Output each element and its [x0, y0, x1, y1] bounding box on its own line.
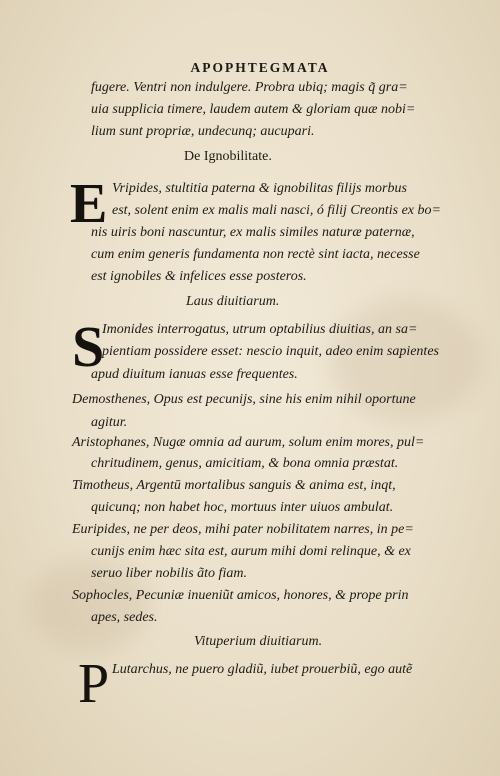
running-head: APOPHTEGMATA	[190, 60, 330, 75]
text-line: pientiam possidere esset: nescio inquit, adeo enim sapientes	[102, 344, 439, 359]
text-line: lium sunt propriæ, undecunq; aucupari.	[91, 124, 315, 139]
text-line: Demosthenes, Opus est pecunijs, sine his enim nihil oportune	[72, 392, 416, 407]
text-line: quicunq; non habet hoc, mortuus inter uiuos ambulat.	[91, 500, 394, 515]
text-line: Imonides interrogatus, utrum optabilius diuitias, an sa=	[102, 322, 418, 337]
text-line: cum enim generis fundamenta non rectè sint iacta, necesse	[91, 247, 420, 262]
text-line: apud diuitum ianuas esse frequentes.	[91, 367, 298, 382]
text-line: Sophocles, Pecuniæ inueniũt amicos, honores, & prope prin	[72, 588, 409, 603]
text-line: est ignobiles & infelices esse posteros.	[91, 269, 307, 284]
text-line: Timotheus, Argentū mortalibus sanguis & anima est, inqt,	[72, 478, 396, 493]
text-line: uia supplicia timere, laudem autem & gloriam quæ nobi=	[91, 102, 416, 117]
text-line: Euripides, ne per deos, mihi pater nobilitatem narres, in pe=	[72, 522, 414, 537]
text-line: nis uiris boni nascuntur, ex malis similes naturæ paternæ,	[91, 225, 415, 240]
text-line: Aristophanes, Nugæ omnia ad aurum, solum enim mores, pul=	[72, 435, 425, 450]
text-line: Lutarchus, ne puero gladiũ, iubet prouerbiũ, ego autẽ	[112, 662, 413, 677]
text-line: Vripides, stultitia paterna & ignobilitas filijs morbus	[112, 181, 407, 196]
section-heading: De Ignobilitate.	[184, 149, 272, 164]
section-heading: Laus diuitiarum.	[186, 294, 280, 309]
text-line: cunijs enim hæc sita est, aurum mihi domi relinque, & ex	[91, 544, 411, 559]
text-line: apes, sedes.	[91, 610, 158, 625]
text-line: est, solent enim ex malis mali nasci, ó filij Creontis ex bo=	[112, 203, 441, 218]
text-line: chritudinem, genus, amicitiam, & bona omnia præstat.	[91, 456, 399, 471]
section-heading: Vituperium diuitiarum.	[194, 634, 323, 649]
drop-cap: P	[78, 653, 110, 715]
text-line: fugere. Ventri non indulgere. Probra ubiq; magis q̃ gra=	[91, 80, 408, 95]
text-line: seruo liber nobilis ãto fiam.	[91, 566, 247, 581]
drop-cap: E	[70, 173, 108, 235]
drop-cap: S	[72, 314, 105, 379]
text-line: agitur.	[91, 415, 128, 430]
